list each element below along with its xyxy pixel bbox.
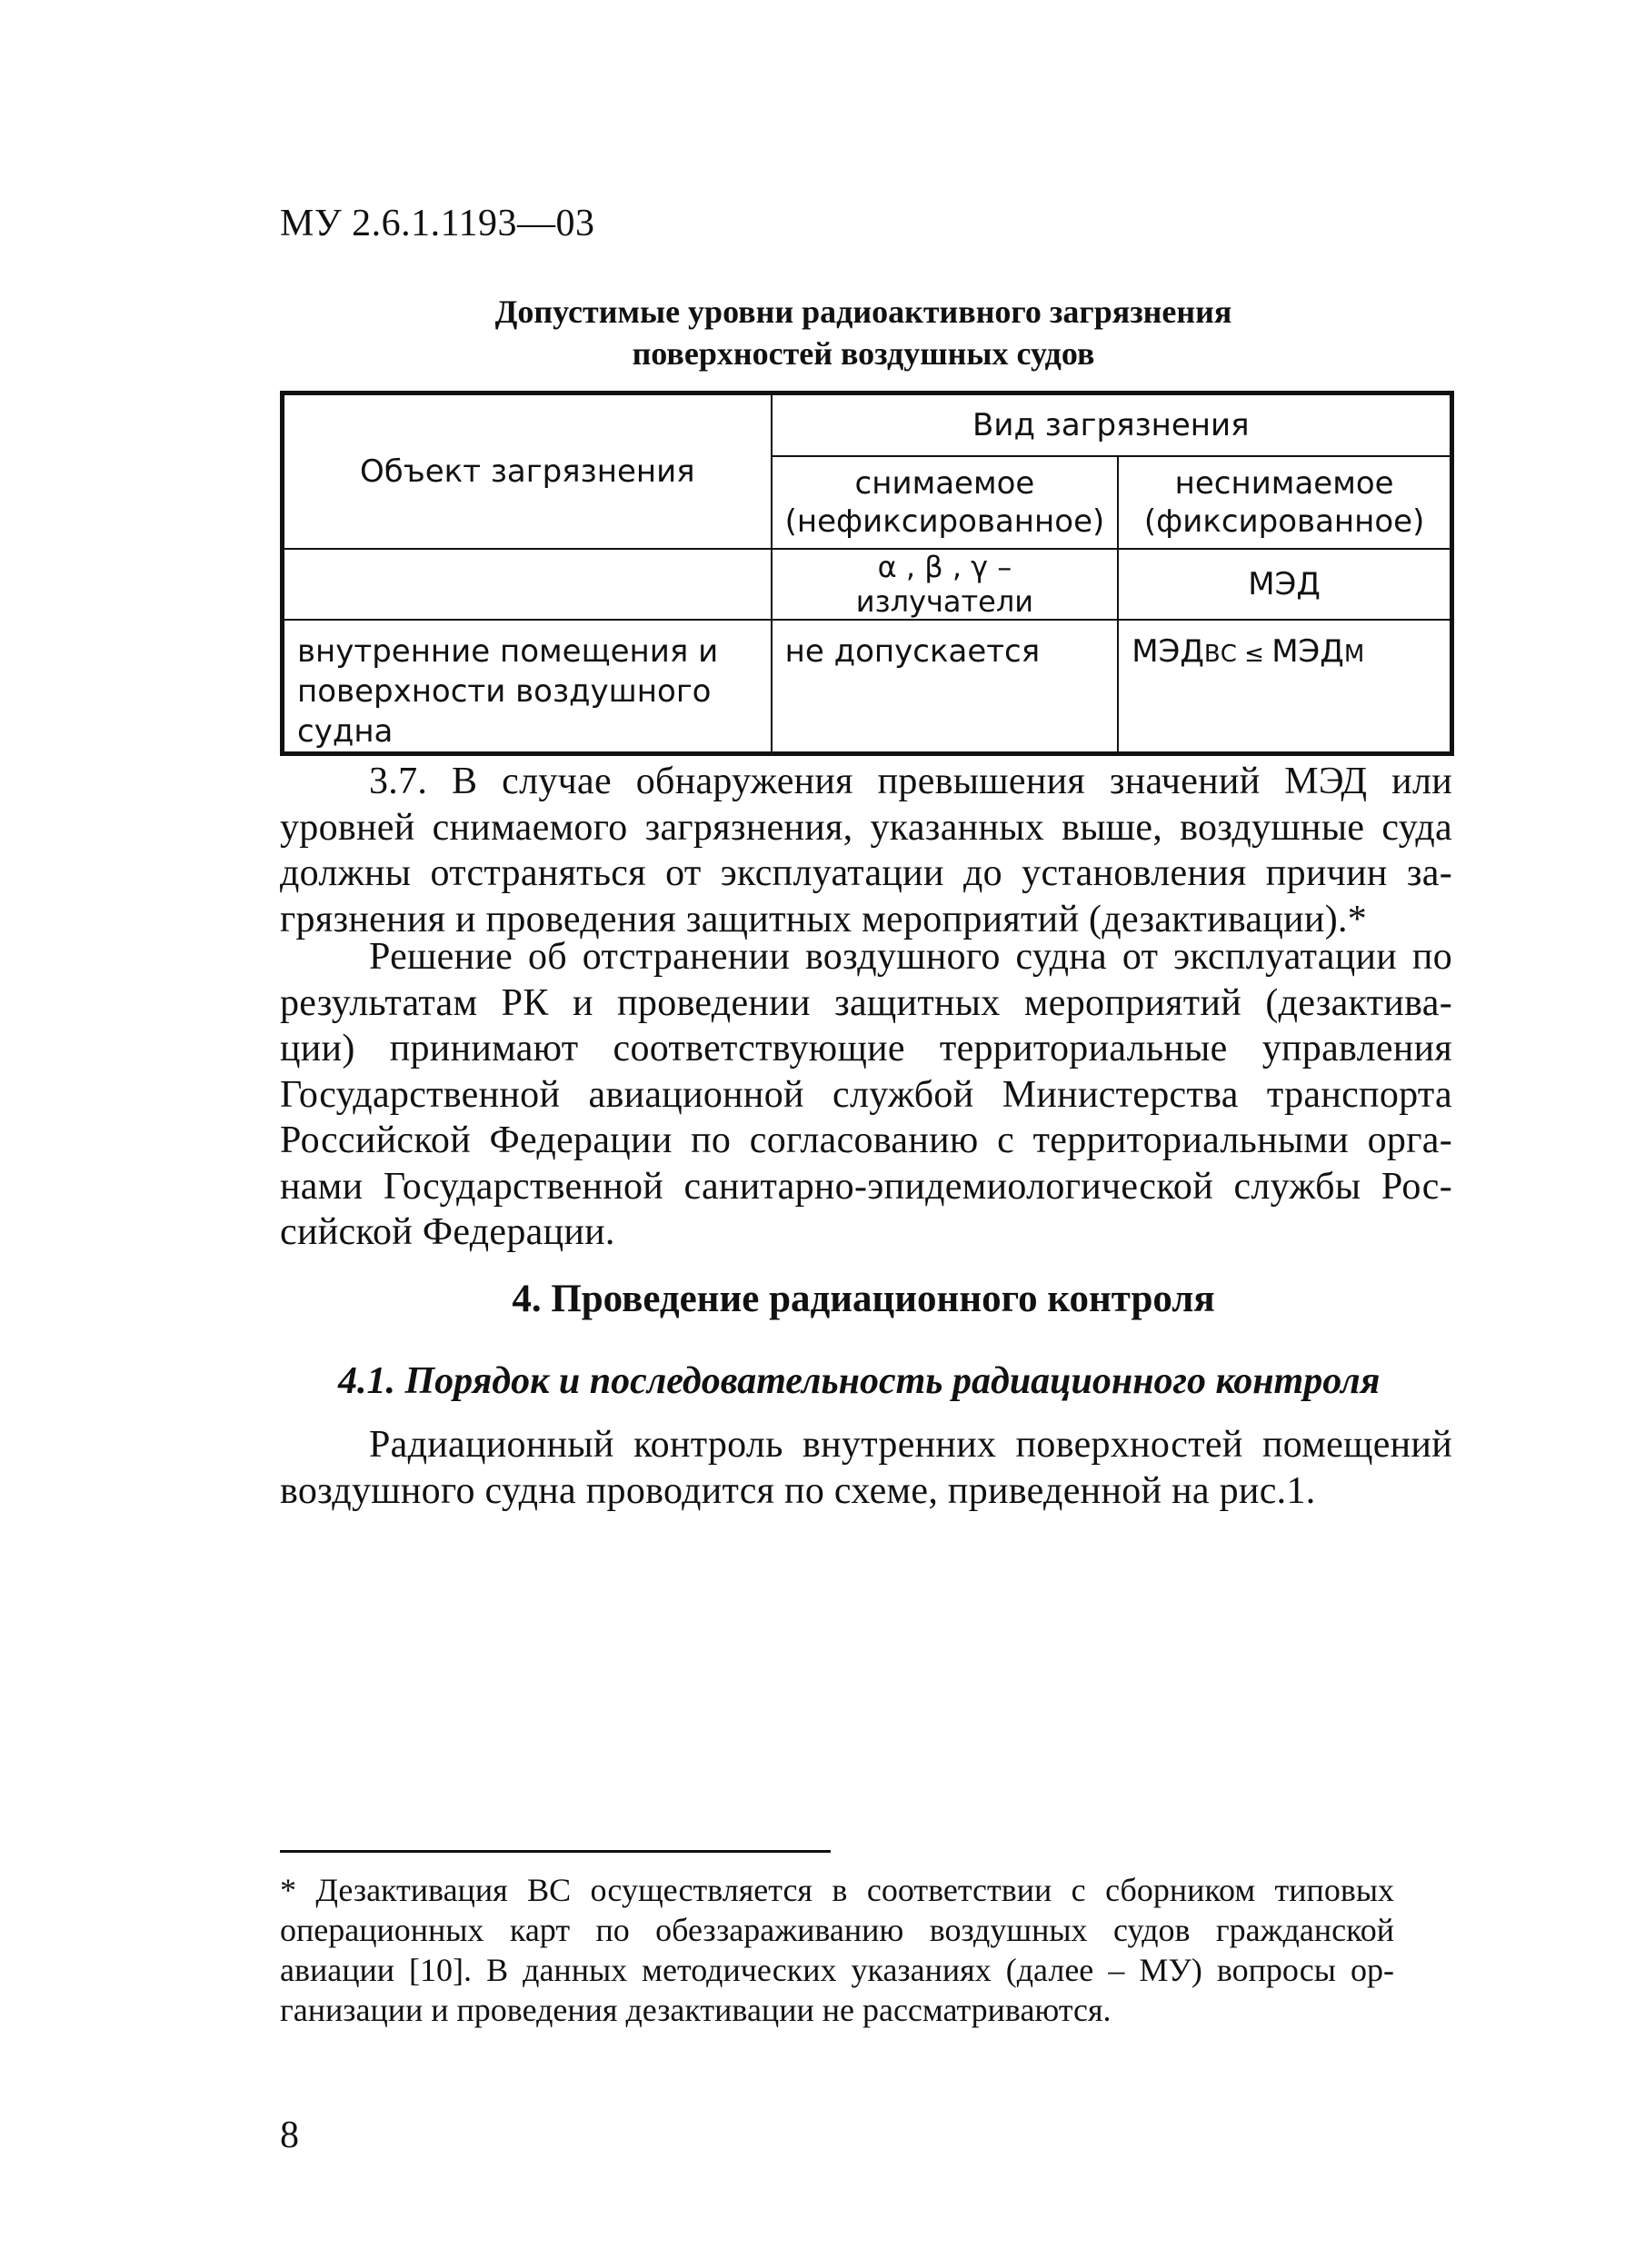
subsection-title: 4.1. Порядок и последовательность радиационного контроля	[338, 1360, 1381, 1402]
paragraph-decision	[280, 934, 1452, 1256]
object-line2: поверхности воздушного судна	[297, 673, 712, 750]
table-header-row	[283, 393, 1452, 457]
footnote	[280, 1870, 1394, 2030]
paragraph-line: Решение об отстранении воздушного судна от эксплуатации по	[369, 936, 1452, 978]
paragraph-line: ции) принимают соответствующие территориальные управления	[280, 1028, 1452, 1069]
paragraph-radiation-control	[280, 1422, 1452, 1514]
paragraph-line: сийской Федерации.	[280, 1211, 615, 1253]
less-equal-sign: ≤	[1236, 641, 1272, 668]
footnote-line: операционных карт по обеззараживанию воздушных судов гражданской	[280, 1912, 1394, 1948]
section-title: 4. Проведение радиационного контроля	[512, 1278, 1215, 1320]
med-subscript-m: М	[1343, 641, 1365, 668]
page-number: 8	[280, 2114, 299, 2156]
footnote-line: * Дезактивация ВС осуществляется в соответствии с сборником типовых	[280, 1872, 1394, 1908]
empty-cell	[283, 549, 772, 620]
paragraph-line: воздушного судна проводится по схеме, приведенной на рис.1.	[280, 1469, 1316, 1512]
paragraph-3-7	[280, 759, 1452, 942]
document-code: МУ 2.6.1.1193—03	[280, 203, 595, 244]
table-radiation-row	[283, 549, 1452, 620]
footnote-divider	[280, 1850, 831, 1853]
med-prefix: МЭД	[1132, 633, 1204, 670]
med-subscript-bc: ВС	[1203, 641, 1237, 668]
fixed-line1: неснимаемое	[1174, 465, 1394, 502]
med-mid: МЭД	[1271, 633, 1344, 670]
paragraph-line: результатам РК и проведении защитных мероприятий (дезактива-	[280, 981, 1452, 1024]
table-row	[283, 620, 1452, 754]
header-removable-cell	[772, 456, 1119, 549]
paragraph-line: уровней снимаемого загрязнения, указанных выше, воздушные суда	[280, 806, 1452, 849]
removable-line2: (нефиксированное)	[784, 503, 1105, 540]
object-cell	[283, 620, 772, 754]
footnote-line: авиации [10]. В данных методических указаниях (далее – МУ) вопросы ор-	[280, 1952, 1394, 1988]
fixed-value-cell	[1118, 620, 1451, 754]
paragraph-line: Радиационный контроль внутренних поверхностей помещений	[369, 1424, 1452, 1466]
med-cell: МЭД	[1118, 549, 1451, 620]
contamination-levels-table	[280, 391, 1454, 756]
header-object-cell: Объект загрязнения	[283, 393, 772, 550]
paragraph-line: нами Государственной санитарно-эпидемиологической службы Рос-	[280, 1165, 1452, 1208]
footnote-line: ганизации и проведения дезактивации не рассматриваются.	[280, 1992, 1112, 2028]
paragraph-line: Российской Федерации по согласованию с территориальными орга-	[280, 1119, 1452, 1161]
paragraph-line: 3.7. В случае обнаружения превышения значений МЭД или	[369, 761, 1452, 802]
fixed-line2: (фиксированное)	[1143, 503, 1425, 540]
emitters-cell: α , β , γ – излучатели	[772, 549, 1119, 620]
header-fixed-cell	[1118, 456, 1451, 549]
paragraph-line: должны отстраняться от эксплуатации до установления причин за-	[280, 852, 1452, 894]
removable-line1: снимаемое	[854, 465, 1035, 502]
removable-value-cell: не допускается	[772, 620, 1119, 754]
header-type-cell: Вид загрязнения	[772, 393, 1452, 457]
paragraph-line: грязнения и проведения защитных мероприятий (дезактивации).*	[280, 898, 1368, 940]
paragraph-line: Государственной авиационной службой Министерства транспорта	[280, 1073, 1452, 1116]
table-title-line1: Допустимые уровни радиоактивного загрязнения	[494, 293, 1232, 330]
object-line1: внутренние помещения и	[297, 633, 719, 670]
table-title-line2: поверхностей воздушных судов	[632, 335, 1095, 372]
